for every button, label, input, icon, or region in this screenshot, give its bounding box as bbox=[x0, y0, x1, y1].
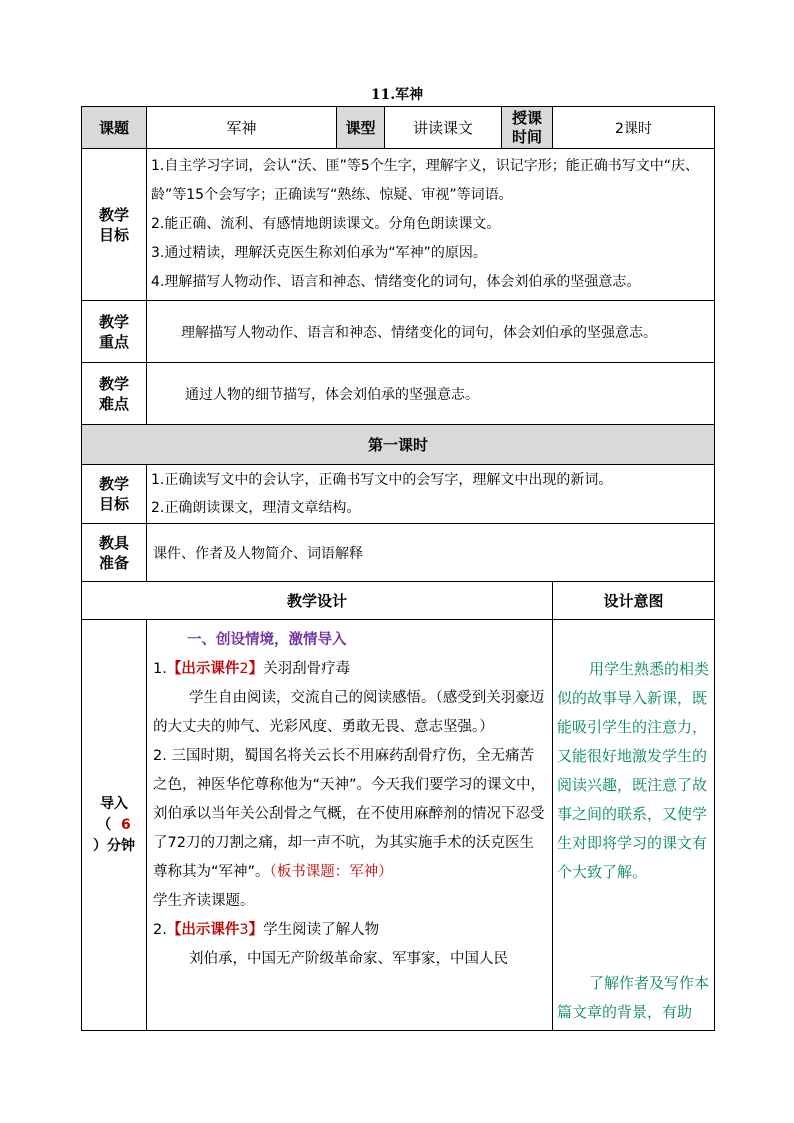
lesson1-title: 第一课时 bbox=[82, 425, 715, 465]
key-points-text: 理解描写人物动作、语言和神态、情绪变化的词句，体会刘伯承的坚强意志。 bbox=[147, 301, 715, 363]
intent-1: 用学生熟悉的相类似的故事导入新课，既能吸引学生的注意力，又能很好地激发学生的阅读兴趣，既注意了故事之间的联系，又使学生对即将学习的课文有个大致了解。 bbox=[557, 660, 710, 881]
lesson1-goals-label: 教学 目标 bbox=[82, 465, 147, 524]
difficulties-row bbox=[82, 363, 715, 425]
hours-label: 授课 时间 bbox=[502, 107, 553, 149]
difficulties-text: 通过人物的细节描写，体会刘伯承的坚强意志。 bbox=[147, 363, 715, 425]
design-column-header: 教学设计 bbox=[82, 582, 553, 620]
paragraph-3: 学生齐读课题。 bbox=[153, 893, 255, 909]
header-row bbox=[82, 107, 715, 149]
lesson1-goals-row bbox=[82, 465, 715, 524]
topic-label: 课题 bbox=[82, 107, 147, 149]
intent-column-header: 设计意图 bbox=[553, 582, 715, 620]
design-body-row bbox=[82, 620, 715, 1031]
lesson1-goals-content bbox=[147, 465, 715, 524]
intent-content bbox=[553, 620, 715, 1031]
lesson1-banner-row bbox=[82, 425, 715, 465]
design-content bbox=[147, 620, 553, 1031]
section-title: 一、创设情境，激情导入 bbox=[187, 632, 347, 648]
goals-content bbox=[147, 149, 715, 301]
tools-label: 教具 准备 bbox=[82, 524, 147, 582]
type-label: 课型 bbox=[337, 107, 385, 149]
hours-value: 2课时 bbox=[553, 107, 715, 149]
topic-value: 军神 bbox=[147, 107, 337, 149]
design-header-row bbox=[82, 582, 715, 620]
goals-row bbox=[82, 149, 715, 301]
stage-name: 导入 bbox=[100, 795, 128, 812]
goal-item: 1.自主学习字词，会认“沃、匪”等5个生字，理解字义，识记字形；能正确书写文中“庆、龄”等15个会写字；正确读写“熟练、惊疑、审视”等词语。 bbox=[151, 158, 700, 203]
lesson-plan-table bbox=[81, 106, 715, 1031]
stage-duration: （ 6 bbox=[97, 816, 131, 833]
goals-label: 教学 目标 bbox=[82, 149, 147, 301]
difficulties-label: 教学 难点 bbox=[82, 363, 147, 425]
paragraph-4: 刘伯承，中国无产阶级革命家、军事家，中国人民 bbox=[189, 951, 508, 967]
key-points-label: 教学 重点 bbox=[82, 301, 147, 363]
paragraph-2: 2. 三国时期，蜀国名将关云长不用麻药刮骨疗伤，全无痛苦之色，神医华佗尊称他为“天神”。今天我们要学习的课文中，刘伯承以当年关公刮骨之气概，在不使用麻醉剂的情况下忍受了72刀的刀割之痛，却一声不吭，为其实施手术的沃克医生尊称其为“军神”。（板书课题：军神） bbox=[153, 748, 546, 880]
type-value: 讲读课文 bbox=[385, 107, 502, 149]
lesson1-goal-item: 2.正确朗读课文，理清文章结构。 bbox=[151, 500, 361, 516]
document-title: 11.军神 bbox=[370, 87, 424, 103]
lesson1-goal-item: 1.正确读写文中的会认字，正确书写文中的会写字，理解文中出现的新词。 bbox=[151, 472, 613, 488]
intent-2: 了解作者及写作本篇文章的背景，有助 bbox=[557, 974, 710, 1021]
goal-item: 4.理解描写人物动作、语言和神态、情绪变化的词句，体会刘伯承的坚强意志。 bbox=[151, 274, 641, 290]
tools-row bbox=[82, 524, 715, 582]
stage-label: 导入 （ 6 ）分钟 bbox=[82, 620, 147, 1031]
key-points-row bbox=[82, 301, 715, 363]
goal-item: 3.通过精读，理解沃克医生称刘伯承为“军神”的原因。 bbox=[151, 245, 487, 261]
goal-item: 2.能正确、流利、有感情地朗读课文。分角色朗读课文。 bbox=[151, 216, 501, 232]
tools-text: 课件、作者及人物简介、词语解释 bbox=[147, 524, 715, 582]
paragraph-1: 学生自由阅读，交流自己的阅读感悟。（感受到关羽豪迈的大丈夫的帅气、光彩风度、勇敢无畏、意志坚强。） bbox=[153, 690, 545, 735]
step-2: 2.【出示课件3】学生阅读了解人物 bbox=[153, 922, 380, 938]
step-1: 1.【出示课件2】关羽刮骨疗毒 bbox=[153, 661, 351, 677]
